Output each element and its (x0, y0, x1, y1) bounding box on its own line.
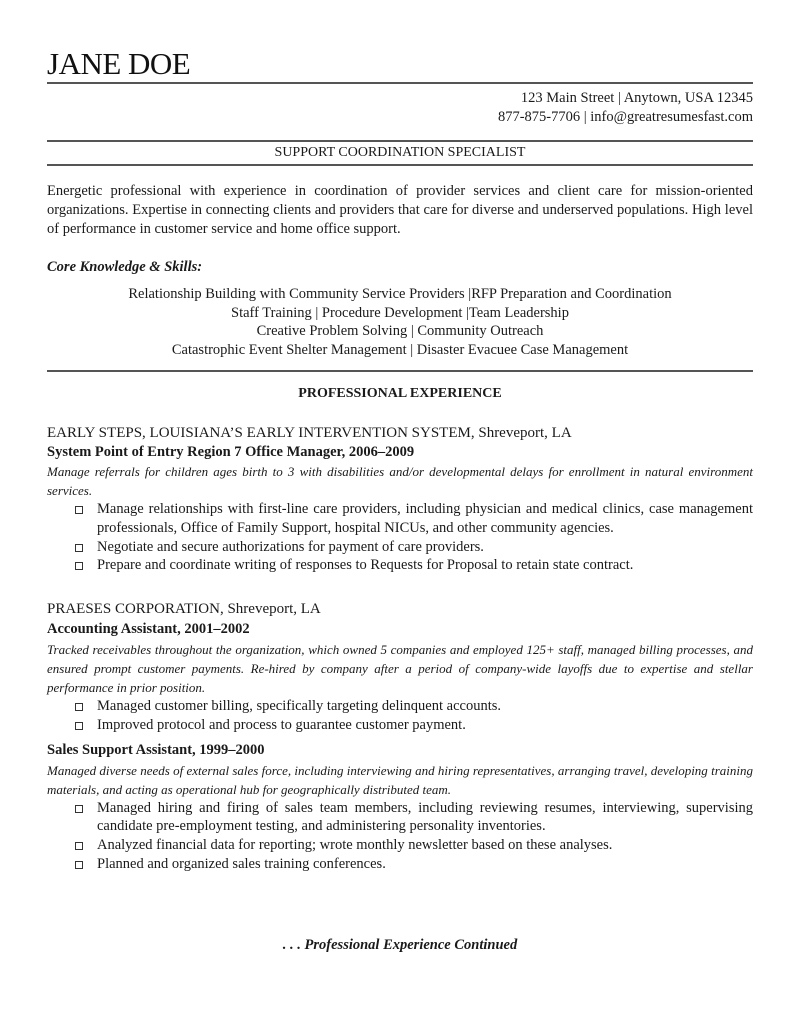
list-item: Prepare and coordinate writing of responses to Requests for Proposal to retain state contract. (75, 556, 753, 575)
divider (47, 82, 753, 84)
bullet-list (47, 697, 753, 735)
checkbox-bullet-icon (75, 703, 83, 711)
list-item: Managed hiring and firing of sales team members, including reviewing resumes, interviewing, supervising candidate pre-employment testing, and administering personality inventories. (75, 799, 753, 837)
phone-email: 877-875-7706 | info@greatresumesfast.com (497, 109, 753, 125)
skill-line: Catastrophic Event Shelter Management | Disaster Evacuee Case Management (171, 342, 629, 359)
checkbox-bullet-icon (75, 506, 83, 514)
company: PRAESES CORPORATION, Shreveport, LA (47, 601, 321, 617)
skill-line: Relationship Building with Community Service Providers |RFP Preparation and Coordination (128, 286, 672, 302)
checkbox-bullet-icon (75, 722, 83, 730)
job-title-heading: SUPPORT COORDINATION SPECIALIST (274, 145, 526, 160)
experience-heading: PROFESSIONAL EXPERIENCE (298, 386, 502, 401)
checkbox-bullet-icon (75, 562, 83, 570)
company: EARLY STEPS, LOUISIANA’S EARLY INTERVENTION SYSTEM, Shreveport, LA (47, 425, 572, 441)
list-item: Manage relationships with first-line care providers, including physician and medical clinics, case management professionals, Office of Family Support, hospital NICUs, and other community agencies. (75, 500, 753, 538)
divider (47, 164, 753, 166)
candidate-name: JANE DOE (47, 46, 191, 81)
checkbox-bullet-icon (75, 861, 83, 869)
list-item: Analyzed financial data for reporting; wrote monthly newsletter based on these analyses. (75, 836, 753, 855)
role-description: Manage referrals for children ages birth to 3 with disabilities and/or developmental delays for enrollment in natural environment services. (47, 464, 753, 498)
divider (47, 140, 753, 142)
role-title: Accounting Assistant, 2001–2002 (47, 621, 250, 637)
summary: Energetic professional with experience in coordination of provider services and client care for mission-oriented organizations. Expertise in connecting clients and providers that care for diverse and underserved populations. High level of performance in customer service and home office support. (47, 183, 753, 237)
list-item: Improved protocol and process to guarantee customer payment. (75, 716, 753, 735)
job-praeses (47, 600, 753, 874)
skills-list (47, 285, 753, 360)
skills-heading: Core Knowledge & Skills: (47, 259, 203, 275)
job-early-steps (47, 424, 753, 575)
list-item: Managed customer billing, specifically targeting delinquent accounts. (75, 697, 753, 716)
checkbox-bullet-icon (75, 842, 83, 850)
contact-block (47, 89, 753, 127)
role-title: System Point of Entry Region 7 Office Manager, 2006–2009 (47, 444, 415, 460)
bullet-list (47, 500, 753, 575)
list-item: Planned and organized sales training conferences. (75, 855, 753, 874)
role-description: Managed diverse needs of external sales force, including interviewing and hiring representatives, arranging travel, developing training materials, and acting as operational hub for geographically distributed team. (47, 762, 753, 797)
address: 123 Main Street | Anytown, USA 12345 (520, 90, 753, 106)
role-description: Tracked receivables throughout the organization, which owned 5 companies and employed 125+ staff, managed billing processes, and ensured prompt customer payments. Re-hired by company after a period of company-wide layoffs due to expertise and stellar performance in prior position. (47, 642, 753, 695)
list-item: Negotiate and secure authorizations for payment of care providers. (75, 538, 753, 557)
divider (47, 370, 753, 372)
skill-line: Creative Problem Solving | Community Outreach (256, 323, 544, 340)
role-title: Sales Support Assistant, 1999–2000 (47, 741, 265, 758)
bullet-list (47, 799, 753, 874)
skill-line: Staff Training | Procedure Development |Team Leadership (231, 304, 569, 321)
continued-note: . . . Professional Experience Continued (282, 937, 518, 953)
checkbox-bullet-icon (75, 544, 83, 552)
checkbox-bullet-icon (75, 805, 83, 813)
